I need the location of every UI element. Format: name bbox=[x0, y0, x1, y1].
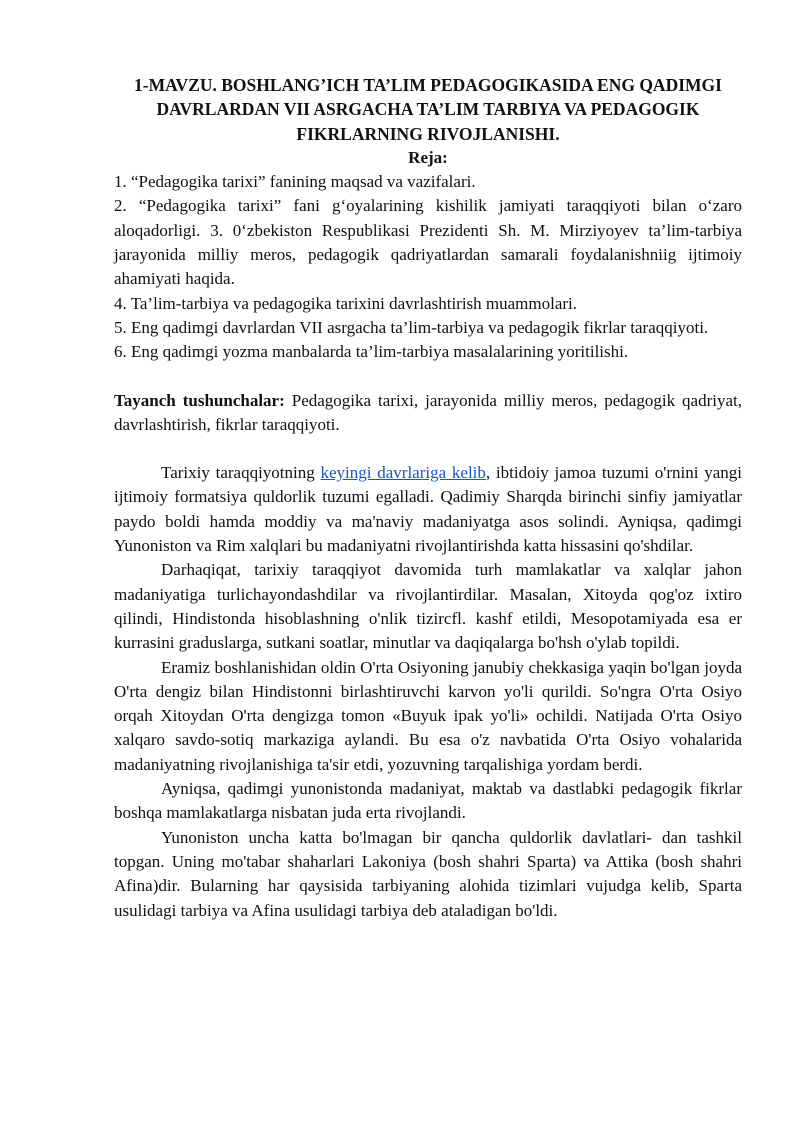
key-concepts-text: Pedagogika tarixi, jarayonida milliy meros, pedagogik qadriyat, davrlashtirish, fikrlar taraqqiyoti. bbox=[114, 390, 742, 434]
hyperlink[interactable]: keyingi davrlariga kelib bbox=[320, 463, 486, 483]
document-title: 1-MAVZU. BOSHLANG’ICH TA’LIM PEDAGOGIKASIDA ENG QADIMGI DAVRLARDAN VII ASRGACHA TA’LIM TARBIYA VA PEDAGOGIK FIKRLARNING RIVOJLANISHI. bbox=[134, 75, 722, 144]
plan-list bbox=[114, 170, 742, 364]
plan-item: 2. “Pedagogika tarixi” fani g‘oyalarining kishilik jamiyati taraqqiyoti bilan o‘zaro aloqadorligi. 3. 0‘zbekiston Respublikasi Prezidenti Sh. M. Mirziyoyev ta’lim-tarbiya jarayonida milliy meros, pedagogik qadriyatlardan samarali foydalanishniig ijtimoiy ahamiyati haqida. bbox=[114, 196, 742, 289]
key-concepts-paragraph bbox=[114, 389, 742, 438]
plan-item: 6. Eng qadimgi yozma manbalarda ta’lim-tarbiya masalalarining yoritilishi. bbox=[114, 342, 629, 362]
body-paragraph: Darhaqiqat, tarixiy taraqqiyot davomida turh mamlakatlar va xalqlar jahon madaniyatiga turlichayondashdilar va rivojlantirdilar. Masalan, Xitoyda qog'oz ixtiro qilindi, Hindistonda hisoblashning o'nlik tizircfl. kashf etildi, Mesopotamiyada esa er kurrasini graduslarga, sutkani soatlar, minutlar va daqiqalarga bo'hsh o'ylab topildi. bbox=[114, 560, 742, 653]
para-text: Tarixiy taraqqiyotning bbox=[161, 463, 321, 483]
spacer bbox=[114, 365, 742, 389]
para-text: , ibtidoiy jamoa tuzumi o'rnini yangi ijtimoiy formatsiya quldorlik tuzumi egalladi. Qadimiy Sharqda birinchi sinfiy jamiyatlar paydo boldi hamda moddiy va ma'naviy madaniyatga asos solindi. Ayniqsa, qadimgi Yunoniston va Rim xalqlari bu madaniyatni rivojlantirishda katta hissasini qo'shdilar. bbox=[114, 463, 742, 556]
plan-heading: Reja: bbox=[408, 147, 448, 167]
body-paragraph: Ayniqsa, qadimgi yunonistonda madaniyat, maktab va dastlabki pedagogik fikrlar boshqa mamlakatlarga nisbatan juda erta rivojlandi. bbox=[114, 779, 742, 823]
body-paragraph: Yunoniston uncha katta bo'lmagan bir qancha quldorlik davlatlari- dan tashkil topgan. Uning mo'tabar shaharlari Lakoniya (bosh shahri Sparta) va Attika (bosh shahri Afina)dir. Bularning har qaysisida tarbiyaning alohida tizimlari vujudga kelib, Sparta usulidagi tarbiya va Afina usulidagi tarbiya deb ataladigan bo'ldi. bbox=[114, 827, 742, 920]
plan-item: 5. Eng qadimgi davrlardan VII asrgacha ta’lim-tarbiya va pedagogik fikrlar taraqqiyoti. bbox=[114, 317, 709, 337]
document-page bbox=[114, 73, 742, 923]
body-paragraph bbox=[114, 461, 742, 558]
plan-item: 1. “Pedagogika tarixi” fanining maqsad va vazifalari. bbox=[114, 172, 476, 192]
plan-item: 4. Ta’lim-tarbiya va pedagogika tarixini davrlashtirish muammolari. bbox=[114, 293, 578, 313]
spacer bbox=[114, 437, 742, 461]
body-paragraph: Eramiz boshlanishidan oldin O'rta Osiyoning janubiy chekkasiga yaqin bo'lgan joyda O'rta dengiz bilan Hindistonni birlashtiruvchi karvon yo'li qurildi. So'ngra O'rta Osiyo orqah Xitoydan O'rta dengizga tomon «Buyuk ipak yo'li» ochildi. Natijada O'rta Osiyo xalqaro savdo-sotiq markaziga aylandi. Bu esa o'z navbatida O'rta Osiyo vohalarida madaniyatning rivojlanishiga ta'sir etdi, yozuvning tarqalishiga yordam berdi. bbox=[114, 657, 742, 774]
key-concepts-label: Tayanch tushunchalar: bbox=[114, 390, 285, 410]
